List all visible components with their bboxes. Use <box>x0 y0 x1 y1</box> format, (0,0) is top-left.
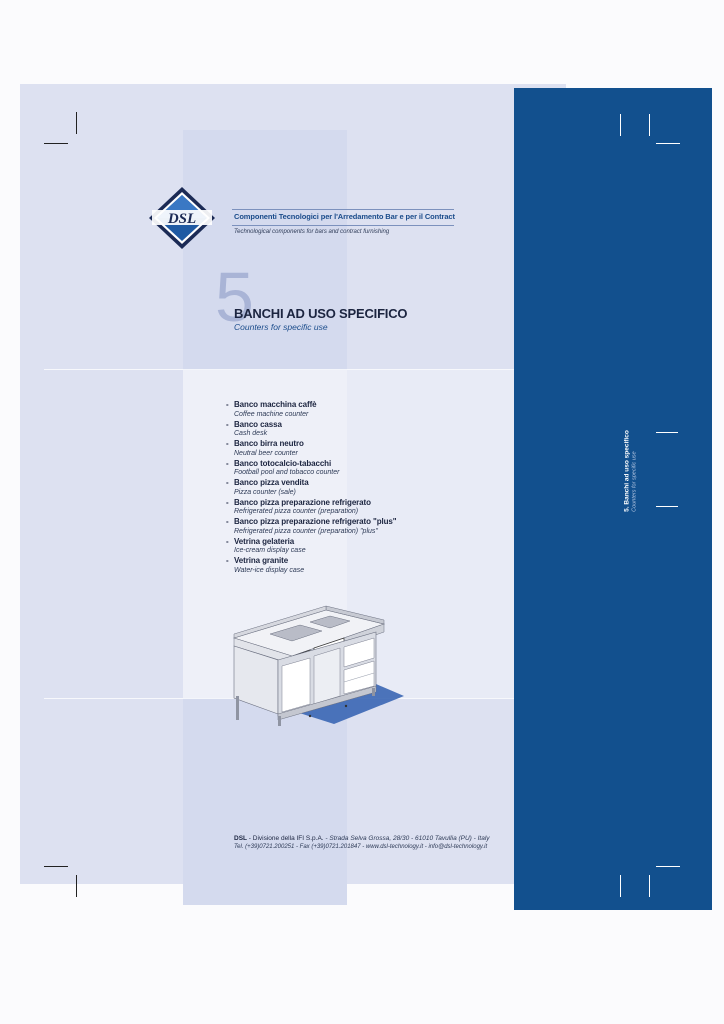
list-item <box>226 517 396 536</box>
crop-mark <box>656 866 680 867</box>
chapter-number: 5 <box>215 258 252 336</box>
crop-mark <box>620 114 621 136</box>
tagline-rule <box>232 225 454 226</box>
crop-mark <box>656 143 680 144</box>
product-name: Banco pizza preparazione refrigerato "plus" <box>234 517 397 526</box>
product-name-english: Pizza counter (sale) <box>234 488 296 496</box>
list-dash: - <box>226 439 229 448</box>
crop-mark <box>76 112 77 134</box>
product-name: Banco pizza vendita <box>234 478 309 487</box>
spine-title: 5. Banchi ad uso specifico <box>623 430 631 512</box>
footer-contacts: Tel. (+39)0721.200251 - Fax (+39)0721.201847 - www.dsl-technology.it - info@dsl-technology.it <box>234 844 488 850</box>
list-dash: - <box>226 419 229 429</box>
product-name: Vetrina gelateria <box>234 536 295 546</box>
crop-mark <box>649 875 650 897</box>
crop-mark <box>620 875 621 897</box>
list-dash: - <box>226 556 229 565</box>
footer <box>234 834 490 852</box>
product-name: Banco cassa <box>234 419 282 429</box>
crop-mark <box>76 875 77 897</box>
crop-mark <box>44 143 68 144</box>
tagline-rule <box>232 209 454 210</box>
product-name: Vetrina granite <box>234 556 289 565</box>
footer-company: DSL <box>234 835 247 842</box>
chapter-title: BANCHI AD USO SPECIFICO <box>234 306 408 321</box>
crop-mark <box>656 506 678 507</box>
list-item <box>226 537 396 556</box>
crop-mark <box>649 114 650 136</box>
list-item <box>226 459 396 478</box>
list-item <box>226 498 396 517</box>
product-name-english: Ice-cream display case <box>234 547 306 554</box>
product-name: Banco totocalcio-tabacchi <box>234 458 332 468</box>
product-name-english: Football pool and tobacco counter <box>234 469 340 476</box>
product-name-english: Cash desk <box>234 430 268 437</box>
list-item <box>226 400 396 419</box>
list-dash: - <box>226 458 229 468</box>
list-item <box>226 420 396 439</box>
product-name-english: Water-ice display case <box>234 566 305 574</box>
spine-label <box>618 432 644 510</box>
chapter-subtitle: Counters for specific use <box>234 322 328 332</box>
crop-mark <box>656 432 678 433</box>
logo-text: DSL <box>167 211 197 227</box>
list-dash: - <box>226 400 229 409</box>
footer-division: - Divisione della IFI S.p.A. <box>247 835 324 842</box>
product-list <box>226 400 396 576</box>
guide-line <box>44 369 514 370</box>
product-name: Banco pizza preparazione refrigerato <box>234 497 371 507</box>
footer-address-line <box>234 834 490 843</box>
product-name-english: Refrigerated pizza counter (preparation) "plus" <box>234 527 378 535</box>
list-item <box>226 556 396 575</box>
list-dash: - <box>226 517 229 526</box>
product-name-english: Refrigerated pizza counter (preparation) <box>234 508 359 515</box>
company-tagline: Componenti Tecnologici per l'Arredamento Bar e per il Contract <box>234 212 455 221</box>
counter-illustration <box>226 598 408 728</box>
dsl-logo <box>148 186 216 250</box>
product-name-english: Neutral beer counter <box>234 449 298 457</box>
product-name: Banco birra neutro <box>234 439 304 448</box>
list-item <box>226 439 396 458</box>
list-dash: - <box>226 478 229 487</box>
spine-subtitle: Counters for specific use <box>631 451 638 512</box>
list-item <box>226 478 396 497</box>
crop-mark <box>44 866 68 867</box>
product-name-english: Coffee machine counter <box>234 410 309 418</box>
footer-address: - Strada Selva Grossa, 28/30 - 61010 Tavullia (PU) - Italy <box>323 835 490 842</box>
blue-side-band <box>514 88 712 910</box>
list-dash: - <box>226 497 229 507</box>
list-dash: - <box>226 536 229 546</box>
company-tagline-english: Technological components for bars and contract furnishing <box>234 229 390 235</box>
product-name: Banco macchina caffè <box>234 400 317 409</box>
